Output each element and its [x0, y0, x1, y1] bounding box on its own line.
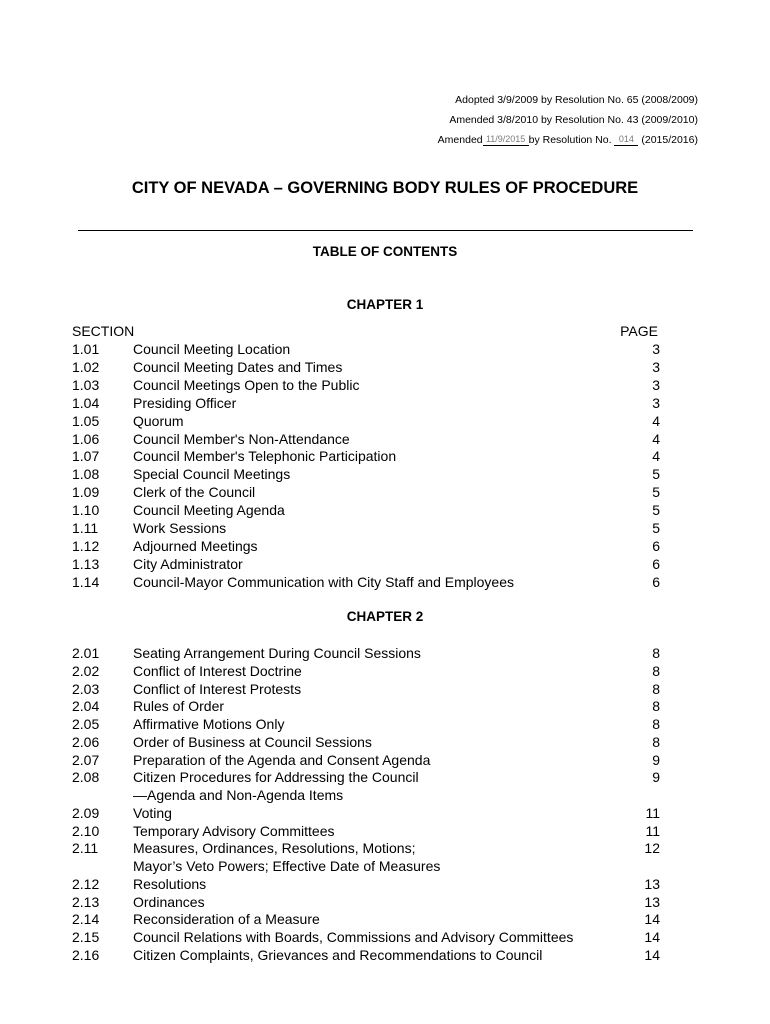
toc-row: [72, 857, 660, 875]
toc-row: [72, 358, 660, 376]
section-number: 2.10: [72, 822, 100, 839]
section-number: 1.10: [72, 502, 100, 519]
section-title: Resolutions: [133, 875, 207, 892]
page-number: 4: [652, 448, 660, 465]
page-number: 8: [652, 716, 660, 732]
section-number: 1.07: [72, 448, 100, 465]
page-number: 14: [644, 946, 660, 963]
toc-row: [72, 340, 660, 358]
amended-date-field: 11/9/2015: [483, 134, 529, 146]
section-title: Reconsideration of a Measure: [133, 911, 320, 928]
section-title: Conflict of Interest Protests: [133, 680, 302, 697]
toc-row: [72, 697, 660, 715]
toc-row: [72, 376, 660, 394]
page-number: 3: [652, 358, 660, 375]
section-title: Mayor’s Veto Powers; Effective Date of Measures: [133, 858, 441, 874]
section-title: Council Meeting Location: [133, 341, 291, 357]
section-title: Council Member's Non-Attendance: [133, 430, 350, 447]
page-number: 3: [652, 341, 660, 357]
toc-row: [72, 680, 660, 698]
section-number: 2.16: [72, 946, 100, 963]
toc-row: [72, 804, 660, 822]
amended-line-2: [438, 133, 698, 147]
section-number: 2.05: [72, 716, 100, 732]
section-title: Council Meeting Dates and Times: [133, 358, 343, 375]
page-column-header: PAGE: [620, 323, 658, 339]
page-number: 11: [645, 804, 660, 821]
section-title: Voting: [133, 804, 172, 821]
section-column-header: SECTION: [72, 323, 135, 339]
section-number: 1.03: [72, 376, 100, 393]
page-number: 9: [652, 751, 660, 768]
section-title: Presiding Officer: [133, 394, 237, 411]
section-number: 1.05: [72, 412, 100, 429]
toc-row: [72, 519, 660, 537]
section-title: Clerk of the Council: [133, 484, 256, 501]
section-number: 1.01: [72, 341, 100, 357]
amended-suffix: (2015/2016): [641, 134, 698, 146]
page-number: 13: [644, 893, 660, 910]
page-number: 5: [652, 484, 660, 501]
section-title: Affirmative Motions Only: [133, 716, 285, 732]
amended-mid: by Resolution No.: [528, 134, 612, 146]
section-title: Quorum: [133, 412, 184, 429]
section-number: 2.07: [72, 751, 100, 768]
toc-row: [72, 839, 660, 857]
section-title: Council Meeting Agenda: [133, 502, 285, 519]
section-title: Conflict of Interest Doctrine: [133, 662, 302, 679]
page-number: 8: [652, 698, 660, 715]
toc-row: [72, 483, 660, 501]
section-number: 1.02: [72, 358, 100, 375]
toc-row: [72, 555, 660, 573]
section-title: Measures, Ordinances, Resolutions, Motions;: [133, 840, 416, 857]
toc-row: [72, 465, 660, 483]
page-number: 13: [644, 875, 660, 892]
page-number: 14: [644, 929, 660, 945]
page-number: 8: [652, 645, 660, 661]
toc-row: [72, 644, 660, 662]
section-number: 2.14: [72, 911, 100, 928]
section-title: Council Relations with Boards, Commissions and Advisory Committees: [133, 929, 574, 945]
page-number: 11: [645, 822, 660, 839]
section-title: Council-Mayor Communication with City Staff and Employees: [133, 573, 515, 590]
section-number: 1.14: [72, 573, 100, 590]
adopted-line: Adopted 3/9/2009 by Resolution No. 65 (2008/2009): [455, 94, 698, 106]
toc-row: [72, 447, 660, 465]
page-number: 6: [652, 537, 660, 554]
section-title: Ordinances: [133, 893, 205, 910]
chapter-1-heading: CHAPTER 1: [346, 297, 424, 312]
section-title: Seating Arrangement During Council Sessions: [133, 645, 421, 661]
toc-row: [72, 910, 660, 928]
page-number: 5: [652, 520, 660, 536]
page-number: 4: [652, 430, 660, 447]
section-number: 1.04: [72, 394, 100, 411]
section-number: 1.13: [72, 555, 100, 572]
section-number: 1.11: [72, 520, 99, 536]
section-title: Adjourned Meetings: [133, 537, 258, 554]
section-title: Council Meetings Open to the Public: [133, 376, 360, 393]
section-number: 1.08: [72, 466, 100, 483]
toc-row: [72, 501, 660, 519]
toc-row: [72, 430, 660, 448]
section-title: Special Council Meetings: [133, 466, 291, 483]
page-number: 14: [644, 911, 660, 928]
toc-heading: TABLE OF CONTENTS: [312, 244, 458, 259]
resolution-number-field: 014: [614, 134, 638, 146]
toc-row: [72, 412, 660, 430]
section-number: 2.15: [72, 929, 100, 945]
section-title: Citizen Procedures for Addressing the Council: [133, 769, 419, 786]
toc-row: [72, 928, 660, 946]
section-number: 2.13: [72, 893, 100, 910]
section-number: 2.06: [72, 733, 100, 750]
page-number: 3: [652, 376, 660, 393]
section-number: 2.11: [72, 840, 99, 857]
toc-row: [72, 537, 660, 555]
section-title: —Agenda and Non-Agenda Items: [133, 787, 344, 803]
page-number: 5: [652, 466, 660, 483]
section-number: 1.09: [72, 484, 100, 501]
page-number: 6: [652, 555, 660, 572]
title-divider: [78, 230, 693, 231]
toc-row: [72, 733, 660, 751]
page-number: 8: [652, 662, 660, 679]
page-number: 5: [652, 502, 660, 519]
page-number: 3: [652, 394, 660, 411]
chapter-2-heading: CHAPTER 2: [346, 609, 424, 624]
section-number: 2.03: [72, 680, 100, 697]
page-number: 12: [644, 840, 660, 857]
toc-row: [72, 946, 660, 964]
toc-row: [72, 751, 660, 769]
section-title: City Administrator: [133, 555, 243, 572]
toc-row: [72, 875, 660, 893]
section-title: Preparation of the Agenda and Consent Agenda: [133, 751, 431, 768]
section-title: Rules of Order: [133, 698, 225, 715]
toc-row: [72, 573, 660, 591]
section-number: 2.12: [72, 875, 100, 892]
toc-row: [72, 893, 660, 911]
section-title: Citizen Complaints, Grievances and Recommendations to Council: [133, 946, 543, 963]
document-title: CITY OF NEVADA – GOVERNING BODY RULES OF PROCEDURE: [131, 179, 639, 197]
toc-row: [72, 394, 660, 412]
section-number: 1.12: [72, 537, 100, 554]
section-title: Work Sessions: [133, 520, 227, 536]
toc-row: [72, 786, 660, 804]
amended-prefix: Amended: [437, 134, 483, 146]
toc-row: [72, 822, 660, 840]
page-number: 9: [652, 769, 660, 786]
toc-row: [72, 715, 660, 733]
section-title: Temporary Advisory Committees: [133, 822, 335, 839]
amended-line-1: Amended 3/8/2010 by Resolution No. 43 (2009/2010): [449, 114, 698, 126]
section-title: Order of Business at Council Sessions: [133, 733, 372, 750]
page-number: 8: [652, 733, 660, 750]
page-number: 4: [652, 412, 660, 429]
page-number: 8: [652, 680, 660, 697]
section-number: 2.04: [72, 698, 100, 715]
section-number: 2.01: [72, 645, 100, 661]
section-number: 2.08: [72, 769, 100, 786]
section-number: 1.06: [72, 430, 100, 447]
toc-row: [72, 662, 660, 680]
section-title: Council Member's Telephonic Participation: [133, 448, 397, 465]
toc-row: [72, 768, 660, 786]
page-number: 6: [652, 573, 660, 590]
section-number: 2.02: [72, 662, 100, 679]
section-number: 2.09: [72, 804, 100, 821]
